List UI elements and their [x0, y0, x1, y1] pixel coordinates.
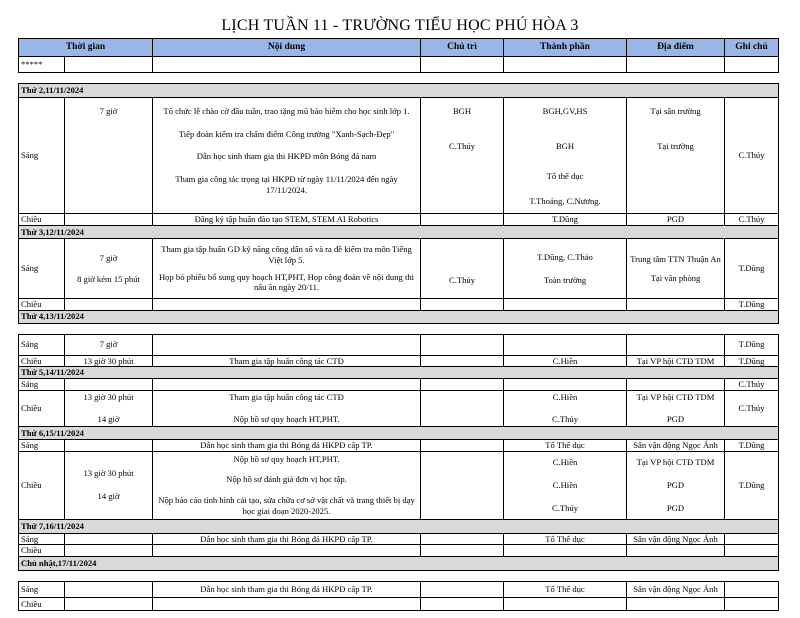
table-row: Sáng C.Thúy	[19, 379, 779, 391]
day-row-sun: Chủ nhật,17/11/2024	[19, 557, 779, 571]
table-row: Sáng 7 giờ T.Dũng	[19, 334, 779, 355]
header-time: Thời gian	[19, 39, 153, 57]
header-host: Chủ trì	[421, 39, 504, 57]
day-row-tue: Thứ 3,12/11/2024	[19, 226, 779, 239]
table-row: Sáng Dẫn học sinh tham gia thi Bóng đá HKPĐ cấp TP. Tổ Thể dục Sân vận động Ngọc Ánh	[19, 582, 779, 598]
table-row: Chiều 13 giờ 30 phút 14 giờ Tham gia tập huấn công tác CTĐ Nộp hồ sơ quy hoạch HT,PHT. C.Hiền C.Thúy Tại VP hội CTĐ TDM PGD C.Thúy	[19, 390, 779, 426]
day-row-fri: Thứ 6,15/11/2024	[19, 426, 779, 439]
day-row-sat: Thứ 7,16/11/2024	[19, 519, 779, 533]
table-row: Sáng Dẫn học sinh tham gia thi Bóng đá HKPĐ cấp TP. Tổ Thể dục Sân vận động Ngọc Ánh T.Dũng	[19, 439, 779, 451]
stars-row	[19, 57, 779, 73]
table-row: Sáng 7 giờ 8 giờ kém 15 phút Tham gia tập huấn GD kỹ năng công dân số và ra đề kiểm tra môn Tiếng Việt lớp 5. Họp bỏ phiếu bổ sung quy hoạch HT,PHT, Họp công đoàn về nội dung thi nấu ăn ngày 20/11. C.Thúy T.Dũng, C.Thảo Toàn trường Trung tâm TTN Thuận An Tại văn phòng T.Dũng	[19, 239, 779, 299]
table-row: Sáng 7 giờ Tổ chức lễ chào cờ đầu tuần, trao tặng mũ bảo hiểm cho học sinh lớp 1. Tiếp đoàn kiểm tra chấm điểm Công trường "Xanh-Sạch-Đẹp" Dẫn học sinh tham gia thi HKPĐ môn Bóng đá nam Tham gia công tác trọng tại HKPĐ từ ngày 11/11/2024 đến ngày 17/11/2024. BGH C.Thúy BGH,GV,HS BGH Tổ thể dục T.Thoảng, C.Nương. Tại sân trường Tại trường C.Thúy	[19, 98, 779, 214]
stars-cell: *****	[19, 57, 65, 73]
header-place: Địa điểm	[627, 39, 725, 57]
day-row-mon: Thứ 2,11/11/2024	[19, 84, 779, 98]
table-row: Chiều Đăng ký tập huấn đào tạo STEM, STEM AI Robotics T.Dũng PGD C.Thúy	[19, 214, 779, 226]
header-row	[19, 39, 779, 57]
header-content: Nội dung	[153, 39, 421, 57]
table-row: Chiều 13 giờ 30 phút Tham gia tập huấn công tác CTĐ C.Hiền Tại VP hội CTĐ TDM T.Dũng	[19, 355, 779, 367]
table-row: Chiều	[19, 598, 779, 611]
header-members: Thành phần	[504, 39, 627, 57]
table-row: Chiều 13 giờ 30 phút 14 giờ Nộp hồ sơ quy hoạch HT,PHT. Nộp hồ sơ đánh giá đơn vị học tập. Nộp báo cáo tình hình cải tạo, sửa chữa cơ sở vật chất và trang thiết bị dạy học giai đoạn 2020-2025. C.Hiền C.Hiền C.Thúy Tại VP hội CTĐ TDM PGD PGD T.Dũng	[19, 451, 779, 519]
day-row-wed: Thứ 4,13/11/2024	[19, 310, 779, 323]
table-row: Sáng Dẫn học sinh tham gia thi Bóng đá HKPĐ cấp TP. Tổ Thể dục Sân vận động Ngọc Ánh	[19, 533, 779, 545]
table-row: Chiều T.Dũng	[19, 299, 779, 311]
header-note: Ghi chú	[725, 39, 779, 57]
table-row: Chiều	[19, 545, 779, 557]
schedule-table	[18, 38, 779, 611]
day-row-thu: Thứ 5,14/11/2024	[19, 367, 779, 379]
page-title: LỊCH TUẦN 11 - TRƯỜNG TIỂU HỌC PHÚ HÒA 3	[221, 17, 579, 34]
